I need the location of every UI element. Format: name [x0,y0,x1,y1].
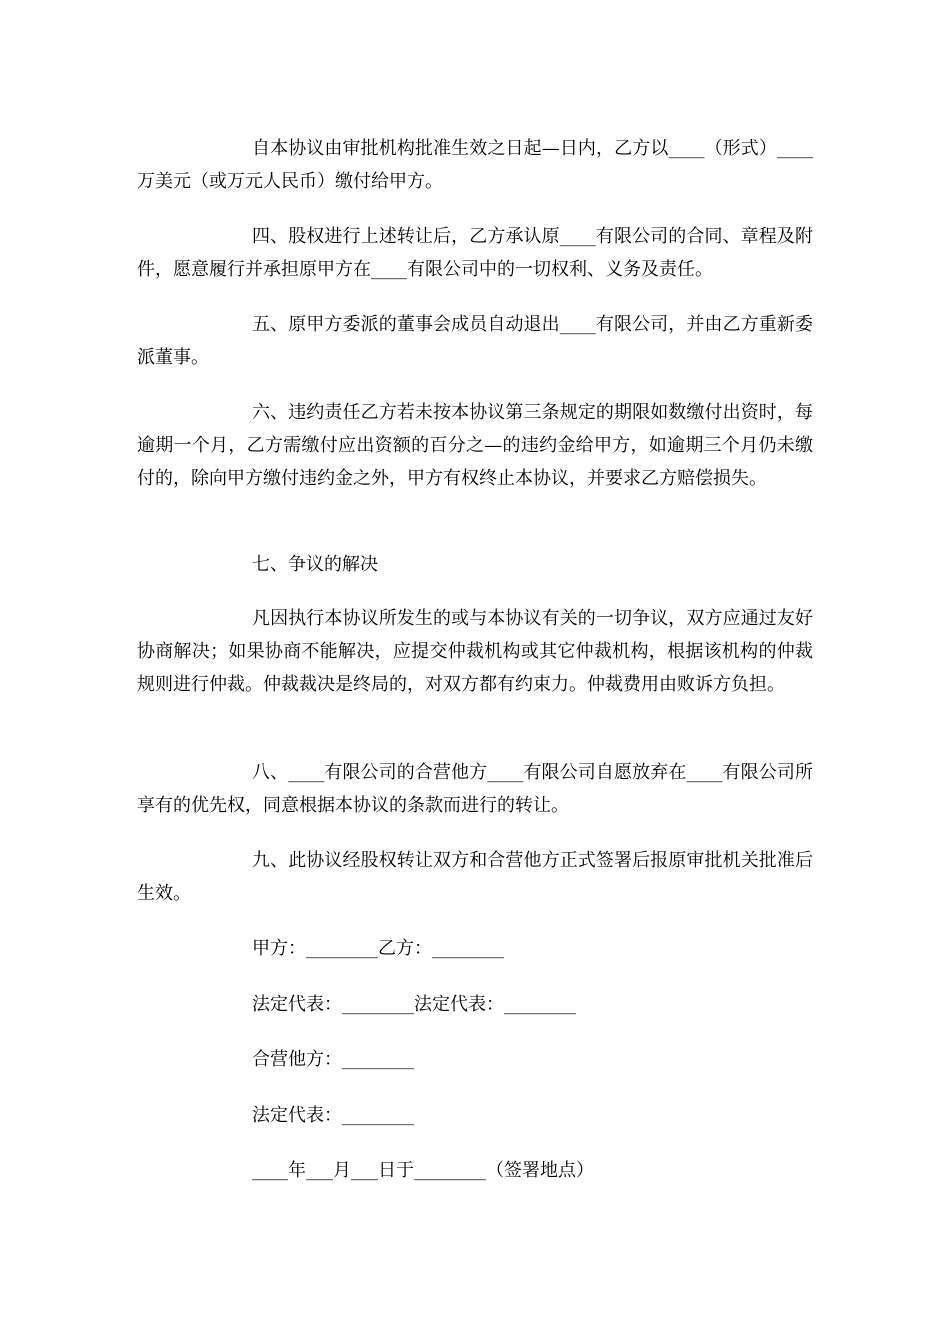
signature-legal-rep-line: 法定代表：________法定代表：________ [252,994,576,1015]
signature-partner-line: 合营他方：________ [252,1049,414,1070]
paragraph-five: 五、原甲方委派的董事会成员自动退出____有限公司，并由乙方重新委派董事。 [137,314,813,368]
paragraph-four: 四、股权进行上述转让后，乙方承认原____有限公司的合同、章程及附件，愿意履行并承担原甲方在____有限公司中的一切权利、义务及责任。 [137,226,813,280]
signature-date-place-line: ____年___月___日于________（签署地点） [252,1160,594,1181]
paragraph-eight: 八、____有限公司的合营他方____有限公司自愿放弃在____有限公司所享有的优先权，同意根据本协议的条款而进行的转让。 [137,762,813,816]
paragraph-seven-heading: 七、争议的解决 [252,554,378,575]
paragraph-six: 六、违约责任乙方若未按本协议第三条规定的期限如数缴付出资时，每逾期一个月，乙方需缴付应出资额的百分之—的违约金给甲方，如逾期三个月仍未缴付的，除向甲方缴付违约金之外，甲方有权终止本协议，并要求乙方赔偿损失。 [137,402,813,489]
signature-partner-rep-line: 法定代表：________ [252,1105,414,1126]
signature-party-line: 甲方：________乙方：________ [252,938,504,959]
paragraph-nine: 九、此协议经股权转让双方和合营他方正式签署后报原审批机关批准后生效。 [137,850,813,904]
paragraph-payment: 自本协议由审批机构批准生效之日起—日内，乙方以____（形式）____万美元（或万元人民币）缴付给甲方。 [137,138,813,192]
paragraph-dispute: 凡因执行本协议所发生的或与本协议有关的一切争议，双方应通过友好协商解决；如果协商不能解决，应提交仲裁机构或其它仲裁机构，根据该机构的仲裁规则进行仲裁。仲裁裁决是终局的，对双方都有约束力。仲裁费用由败诉方负担。 [137,608,813,695]
